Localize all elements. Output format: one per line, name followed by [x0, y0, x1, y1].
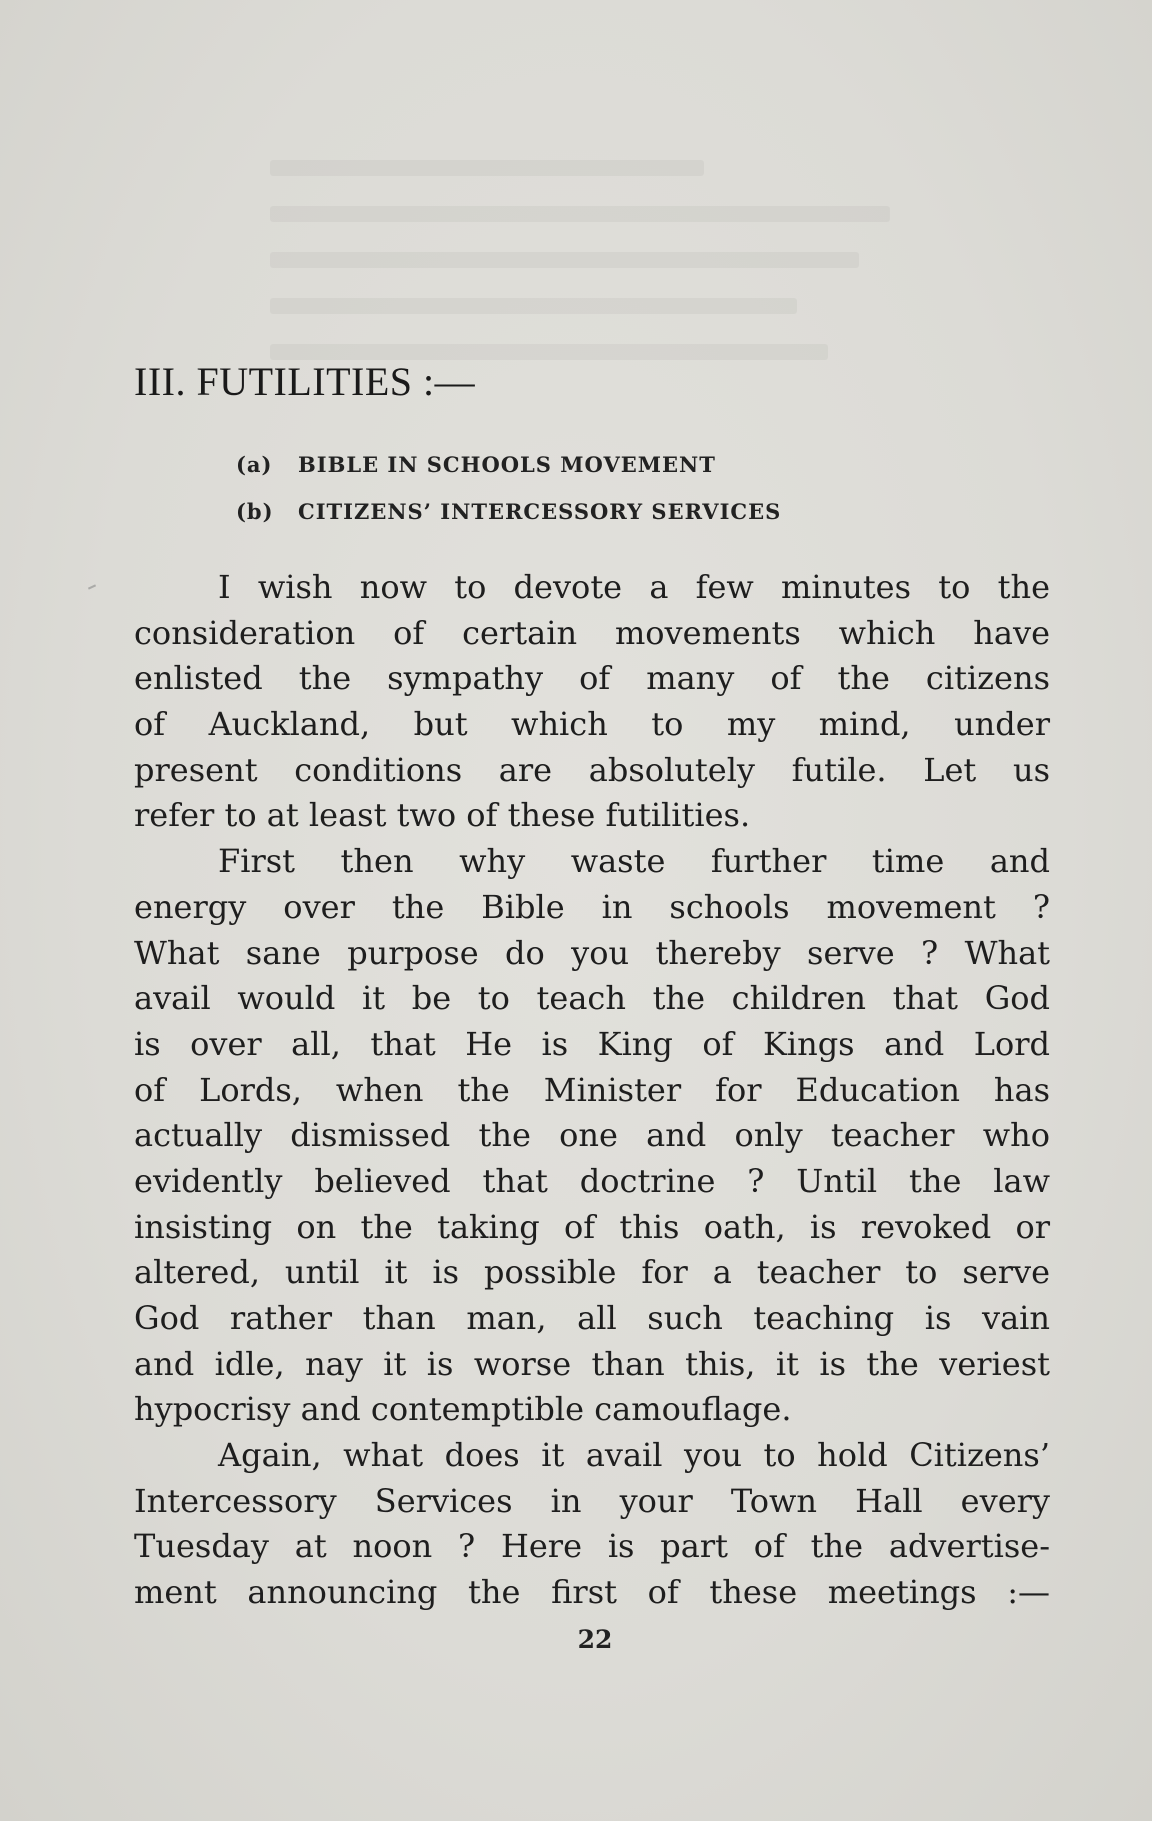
text-line: energy over the Bible in schools movement ? [134, 887, 1050, 926]
subheading-a [236, 452, 781, 499]
text-line: Tuesday at noon ? Here is part of the advertise- [134, 1527, 1050, 1566]
text-line: What sane purpose do you thereby serve ? What [134, 933, 1050, 972]
paper-speck [88, 584, 96, 589]
text-line: God rather than man, all such teaching is vain [134, 1299, 1050, 1337]
text-line: of Lords, when the Minister for Education has [134, 1070, 1050, 1109]
text-line: is over all, that He is King of Kings and Lord [134, 1024, 1050, 1063]
text-line: hypocrisy and contemptible camouflage. [134, 1390, 792, 1429]
text-line: I wish now to devote a few minutes to the [218, 568, 1050, 606]
text-line: present conditions are absolutely futile. Let us [134, 750, 1050, 789]
text-line: altered, until it is possible for a teacher to serve [134, 1253, 1050, 1292]
page-number: 22 [577, 1625, 613, 1654]
subheading-list [236, 452, 781, 546]
body-text [134, 565, 1050, 1616]
subheading-text: BIBLE IN SCHOOLS MOVEMENT [298, 452, 716, 477]
text-line: enlisted the sympathy of many of the citizens [134, 659, 1050, 698]
bleed-through-shadow [270, 160, 890, 460]
subheading-b [236, 499, 781, 546]
subheading-text: CITIZENS’ INTERCESSORY SERVICES [298, 499, 782, 524]
subheading-marker: (b) [236, 499, 274, 524]
text-line: of Auckland, but which to my mind, under [134, 705, 1050, 744]
text-line: Intercessory Services in your Town Hall every [134, 1481, 1050, 1520]
text-line: insisting on the taking of this oath, is revoked or [134, 1207, 1050, 1246]
text-line: refer to at least two of these futilities. [134, 796, 751, 835]
subheading-marker: (a) [236, 452, 273, 477]
section-heading: III. FUTILITIES :— [134, 359, 476, 404]
text-line: consideration of certain movements which have [134, 613, 1050, 652]
text-line: First then why waste further time and [218, 842, 1050, 881]
text-line: actually dismissed the one and only teacher who [134, 1116, 1050, 1155]
text-line: ment announcing the first of these meetings :— [134, 1573, 1050, 1612]
text-line: evidently believed that doctrine ? Until the law [134, 1161, 1050, 1200]
text-line: avail would it be to teach the children that God [134, 979, 1050, 1018]
text-line: and idle, nay it is worse than this, it is the veriest [134, 1344, 1050, 1383]
text-line: Again, what does it avail you to hold Citizens’ [218, 1436, 1050, 1475]
